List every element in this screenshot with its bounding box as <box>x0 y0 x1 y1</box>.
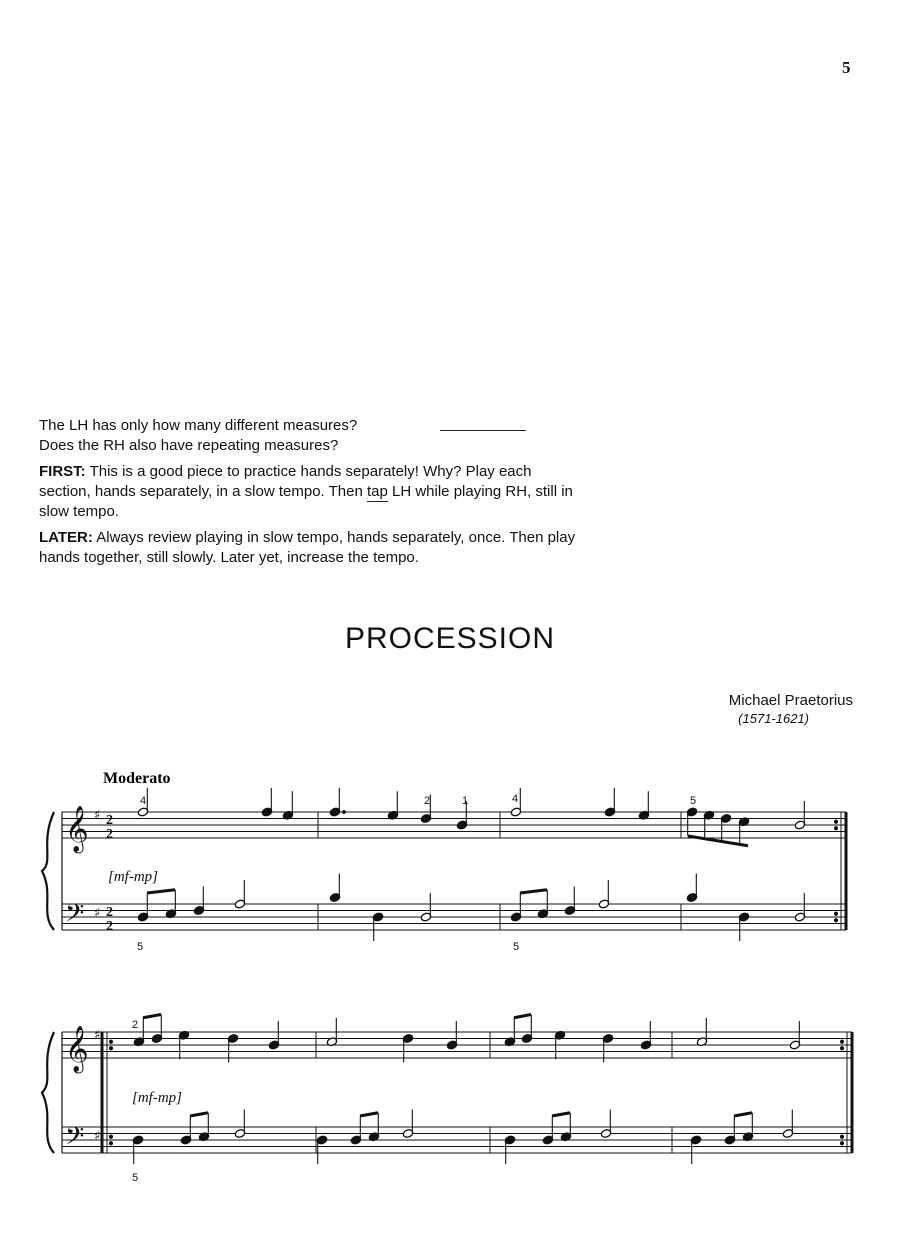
repeat-dot <box>840 1142 843 1145</box>
dynamic-marking: [mf-mp] <box>108 869 159 885</box>
repeat-dot <box>840 1047 843 1050</box>
repeat-dot <box>109 1135 112 1138</box>
repeat-dot <box>834 820 837 823</box>
repeat-dot <box>834 827 837 830</box>
beam <box>734 1113 752 1116</box>
composer-name: Michael Praetorius <box>728 692 853 709</box>
key-signature-sharp: ♯ <box>94 906 101 921</box>
grand-staff-brace <box>42 812 54 930</box>
first-text-a: This is a good piece to practice hands separately! Why? Play each section, hands separately, in a slow tempo. Then <box>39 463 532 500</box>
later-text: Always review playing in slow tempo, hands separately, once. Then play hands together, still slowly. Later yet, increase the tempo. <box>39 529 576 566</box>
tempo-marking: Moderato <box>103 770 171 787</box>
fingering: 5 <box>137 941 144 953</box>
fingering: 1 <box>462 795 469 807</box>
beam <box>552 1113 570 1116</box>
dynamic-marking: [mf-mp] <box>132 1090 183 1106</box>
composer-dates: (1571-1621) <box>738 711 809 726</box>
beam <box>143 1015 161 1018</box>
fingering: 5 <box>132 1172 139 1184</box>
beam <box>190 1113 208 1116</box>
repeat-dot <box>109 1047 112 1050</box>
dot <box>343 811 346 814</box>
repeat-dot <box>840 1040 843 1043</box>
key-signature-sharp: ♯ <box>94 808 101 823</box>
time-signature-top: 2 <box>106 813 113 828</box>
question-rh-repeats: Does the RH also have repeating measures? <box>39 437 339 454</box>
question-lh-measures: The LH has only how many different measures? <box>39 417 358 434</box>
key-signature-sharp: ♯ <box>94 1129 101 1144</box>
repeat-dot <box>834 919 837 922</box>
beam <box>147 890 175 893</box>
page-number: 5 <box>842 58 851 77</box>
fingering: 4 <box>512 793 519 805</box>
repeat-dot <box>109 1040 112 1043</box>
beam <box>360 1113 378 1116</box>
fingering: 2 <box>132 1019 139 1031</box>
key-signature-sharp: ♯ <box>94 1028 101 1043</box>
fingering: 5 <box>690 795 697 807</box>
beam <box>520 890 547 893</box>
bass-clef: 𝄢 <box>65 899 85 934</box>
fingering: 5 <box>513 941 520 953</box>
time-signature-top: 2 <box>106 905 113 920</box>
fingering: 2 <box>424 795 431 807</box>
time-signature-bottom: 2 <box>106 827 113 842</box>
bass-clef: 𝄢 <box>65 1122 85 1157</box>
repeat-dot <box>109 1142 112 1145</box>
beam <box>688 836 748 846</box>
first-text-b: LH while playing RH, still in slow tempo. <box>39 483 573 520</box>
grand-staff-brace <box>42 1032 54 1153</box>
beam <box>514 1015 531 1018</box>
treble-clef: 𝄞 <box>65 806 89 852</box>
piece-title: PROCESSION <box>344 622 556 655</box>
repeat-dot <box>834 912 837 915</box>
time-signature-bottom: 2 <box>106 919 113 934</box>
treble-clef: 𝄞 <box>65 1026 89 1072</box>
first-label: FIRST: <box>39 463 86 480</box>
tap-word: tap <box>366 483 388 500</box>
fingering: 4 <box>140 795 147 807</box>
later-label: LATER: <box>39 529 93 546</box>
repeat-dot <box>840 1135 843 1138</box>
